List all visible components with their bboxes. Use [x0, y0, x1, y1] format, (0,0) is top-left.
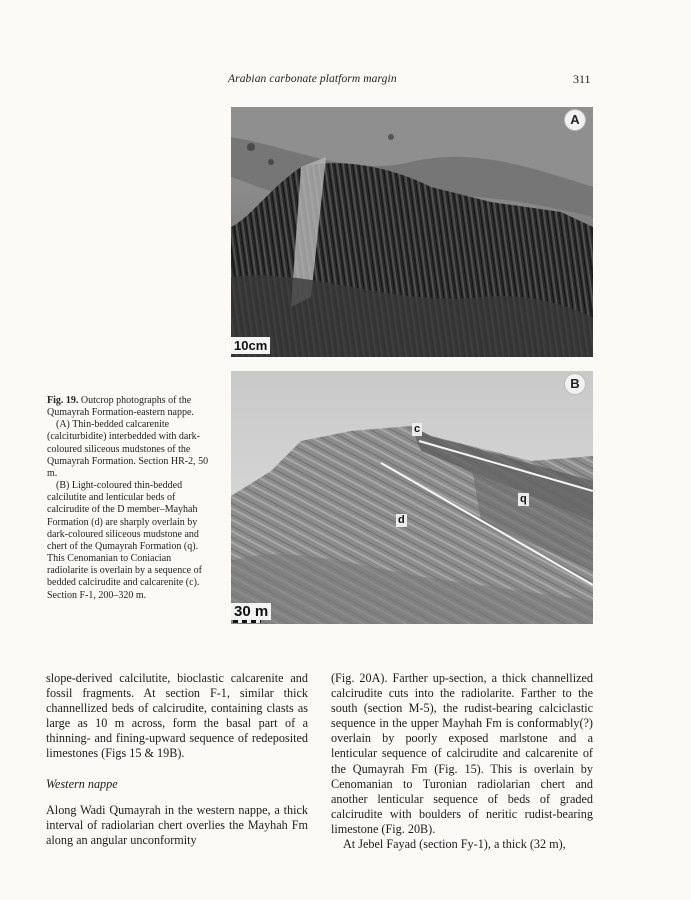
- caption-figure-number: Fig. 19.: [47, 395, 79, 406]
- panel-a-scale-label: 10cm: [231, 337, 270, 354]
- panel-b-label-d: d: [398, 514, 405, 526]
- figure-caption: [47, 395, 212, 602]
- page-number: 311: [573, 72, 591, 86]
- caption-part-a: (A) Thin-bedded calcarenite (calciturbidite) interbedded with dark-coloured siliceous mudstones of the Qumayrah Formation. Section HR-2, 50 m.: [47, 419, 209, 479]
- figure-panel-a: [231, 107, 593, 357]
- caption-intro: [47, 395, 212, 419]
- body-column-left: [46, 671, 308, 848]
- running-title: Arabian carbonate platform margin: [228, 73, 397, 85]
- panel-b-label-q: q: [520, 493, 527, 505]
- section-heading-western-nappe: Western nappe: [46, 776, 118, 791]
- caption-part-b: (B) Light-coloured thin-bedded calcilutite and lenticular beds of calcirudite of the D member–Mayhah Formation (d) are sharply overlain by dark-coloured siliceous mudstone and chert of the Qumayrah Formation (q). This Cenomanian to Coniacian radiolarite is overlain by a sequence of bedded calcirudite and calcarenite (c). Section F-1, 200–320 m.: [47, 480, 202, 601]
- caption-intro-text: Outcrop photographs of the Qumayrah Formation-eastern nappe.: [47, 395, 194, 419]
- panel-a-badge: A: [565, 110, 585, 130]
- right-paragraph-1: (Fig. 20A). Farther up-section, a thick channellized calcirudite cuts into the radiolarite. Farther to the south (section M-5), the rudist-bearing calciclastic sequence in the upper Mayhah Fm is conformably(?) overlain by poorly exposed marlstone and a lenticular sequence of calcirudite and calcarenite of the Qumayrah Fm (Fig. 15). This is overlain by Cenomanian to Turonian radiolarian chert and another lenticular sequence of beds of graded calcirudite with boulders of neritic rudist-bearing limestone (Fig. 20B).: [331, 671, 593, 836]
- panel-b-label-c: c: [414, 423, 421, 435]
- right-paragraph-2: At Jebel Fayad (section Fy-1), a thick (32 m),: [343, 837, 566, 852]
- panel-a-photo: [231, 107, 593, 357]
- panel-b-badge: B: [565, 374, 585, 394]
- figure-panel-b: [231, 371, 593, 624]
- body-column-right: [331, 671, 593, 852]
- panel-b-photo: [231, 371, 593, 624]
- left-paragraph-2: Along Wadi Qumayrah in the western nappe, a thick interval of radiolarian chert overlies the Mayhah Fm along an angular unconformity: [46, 802, 308, 847]
- panel-b-scale-label: 30 m: [231, 603, 271, 620]
- left-paragraph-1: slope-derived calcilutite, bioclastic calcarenite and fossil fragments. At section F-1, similar thick channellized beds of calcirudite, containing clasts as large as 10 m across, form the basal part of a thinning- and fining-upward sequence of redeposited limestones (Figs 15 & 19B).: [46, 671, 308, 761]
- panel-b-scale-bar: [233, 620, 261, 623]
